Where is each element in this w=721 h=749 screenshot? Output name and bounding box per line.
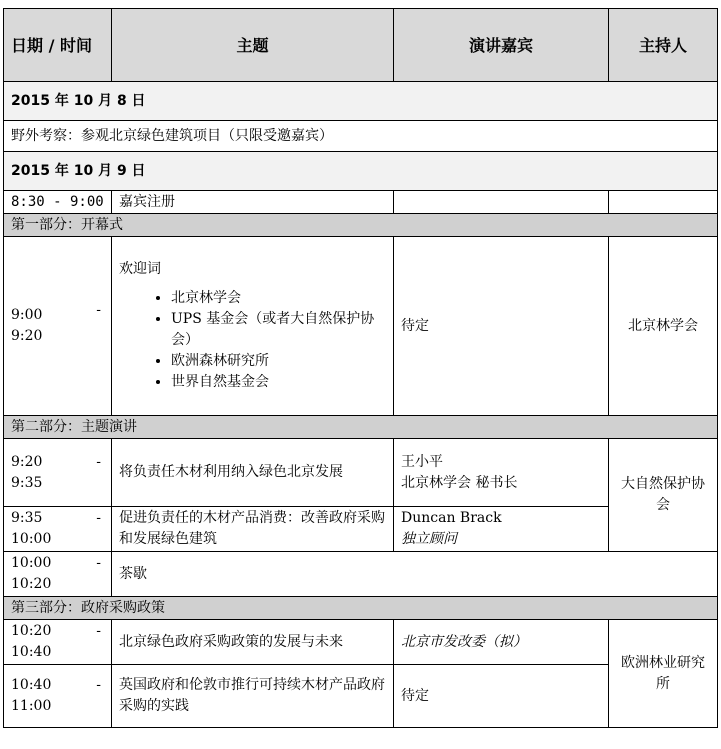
policy2-time-end: 11:00 [11, 698, 52, 714]
opening-org-item: • 世界自然基金会 [171, 372, 386, 393]
header-row [4, 9, 718, 82]
part2-title: 第二部分：主题演讲 [4, 416, 718, 439]
keynote2-speaker-role: 独立顾问 [401, 531, 457, 547]
part2-host: 大自然保护协会 [609, 439, 718, 552]
keynote2-speaker [394, 507, 609, 552]
header-speaker: 演讲嘉宾 [394, 9, 609, 82]
keynote2-time-start: 9:35 [11, 510, 43, 526]
section-row-part1 [4, 214, 718, 237]
section-row-part3 [4, 597, 718, 620]
policy2-topic: 英国政府和伦敦市推行可持续木材产品政府采购的实践 [112, 665, 394, 728]
registration-speaker [394, 191, 609, 214]
break-time [4, 552, 112, 597]
keynote2-speaker-name: Duncan Brack [401, 510, 502, 526]
keynote1-topic: 将负责任木材利用纳入绿色北京发展 [112, 439, 394, 507]
opening-time-end: 9:20 [11, 328, 43, 344]
policy2-time-start: 10:40 [11, 677, 52, 693]
policy2-speaker: 待定 [394, 665, 609, 728]
header-host: 主持人 [609, 9, 718, 82]
policy1-time [4, 620, 112, 665]
keynote1-speaker [394, 439, 609, 507]
policy1-speaker: 北京市发改委（拟） [394, 620, 609, 665]
opening-org-item: • UPS 基金会（或者大自然保护协会） [171, 309, 386, 351]
day1-date: 2015 年 10 月 8 日 [4, 82, 718, 121]
policy1-topic: 北京绿色政府采购政策的发展与未来 [112, 620, 394, 665]
keynote1-row [4, 439, 718, 507]
date-row-day2 [4, 152, 718, 191]
section-row-part2 [4, 416, 718, 439]
opening-org-list [119, 288, 386, 393]
opening-org-item: • 欧洲森林研究所 [171, 351, 386, 372]
keynote1-time-start: 9:20 [11, 453, 43, 470]
policy1-time-start: 10:20 [11, 623, 52, 639]
registration-host [609, 191, 718, 214]
keynote1-time-end: 9:35 [11, 474, 43, 491]
policy2-time [4, 665, 112, 728]
break-time-end: 10:20 [11, 576, 52, 592]
opening-speaker: 待定 [394, 237, 609, 416]
policy2-time-dash: - [96, 677, 101, 693]
opening-time-start: 9:00 [11, 307, 43, 323]
keynote2-time [4, 507, 112, 552]
fieldtrip-text: 野外考察：参观北京绿色建筑项目（只限受邀嘉宾） [4, 121, 718, 152]
opening-org-item: • 北京林学会 [171, 288, 386, 309]
registration-time: 8:30 - 9:00 [4, 191, 112, 214]
registration-row [4, 191, 718, 214]
opening-time-dash: - [96, 302, 101, 318]
opening-host: 北京林学会 [609, 237, 718, 416]
break-time-dash: - [96, 555, 101, 571]
keynote1-time-dash: - [96, 454, 101, 470]
registration-topic: 嘉宾注册 [112, 191, 394, 214]
break-time-start: 10:00 [11, 555, 52, 571]
part1-title: 第一部分：开幕式 [4, 214, 718, 237]
keynote2-time-end: 10:00 [11, 531, 52, 547]
opening-row [4, 237, 718, 416]
opening-time [4, 237, 112, 416]
keynote1-speaker-role: 北京林学会 秘书长 [401, 474, 518, 491]
date-row-day1 [4, 82, 718, 121]
day2-date: 2015 年 10 月 9 日 [4, 152, 718, 191]
keynote1-time [4, 439, 112, 507]
keynote2-topic: 促进负责任的木材产品消费：改善政府采购和发展绿色建筑 [112, 507, 394, 552]
keynote1-speaker-name: 王小平 [401, 453, 443, 470]
fieldtrip-row [4, 121, 718, 152]
policy1-time-end: 10:40 [11, 644, 52, 660]
part3-host: 欧洲林业研究所 [609, 620, 718, 728]
opening-topic-title: 欢迎词 [119, 261, 161, 277]
agenda-table [3, 8, 718, 728]
header-date-time: 日期 / 时间 [4, 9, 112, 82]
keynote2-time-dash: - [96, 510, 101, 526]
break-topic: 茶歇 [112, 552, 718, 597]
break-row [4, 552, 718, 597]
opening-topic [112, 237, 394, 416]
part3-title: 第三部分：政府采购政策 [4, 597, 718, 620]
policy1-row [4, 620, 718, 665]
header-topic: 主题 [112, 9, 394, 82]
policy1-time-dash: - [96, 623, 101, 639]
